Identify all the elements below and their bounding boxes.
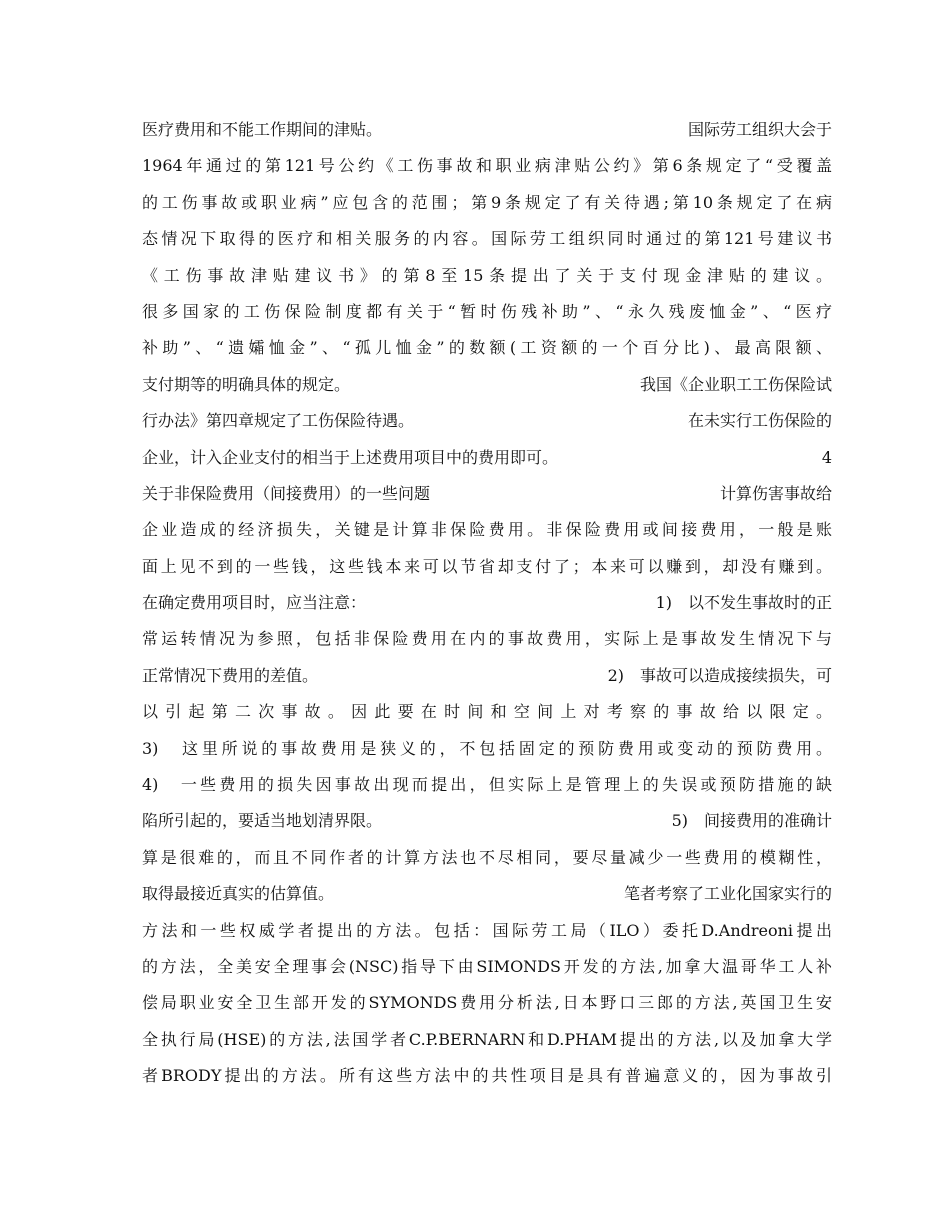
line-text: 行办法》第四章规定了工伤保险待遇。 [142, 411, 415, 431]
line-text-right: 1) 以不发生事故时的正 [655, 593, 832, 613]
text-line [142, 694, 832, 730]
line-text: 取得最接近真实的估算值。 [142, 884, 335, 904]
text-line [142, 185, 832, 221]
text-line [142, 1058, 832, 1094]
line-text: 4) 一些费用的损失因事故出现而提出，但实际上是管理上的失误或预防措施的缺 [142, 775, 832, 795]
line-text-right: 在未实行工伤保险的 [687, 411, 832, 431]
line-text-right: 计算伤害事故给 [719, 483, 832, 503]
line-text-right: 5) 间接费用的准确计 [671, 811, 832, 831]
line-text: 关于非保险费用（间接费用）的一些问题 [142, 483, 431, 503]
text-line [142, 440, 832, 476]
line-text: 的方法，全美安全理事会(NSC)指导下由SIMONDS开发的方法,加拿大温哥华工人补 [142, 956, 832, 976]
line-text: 补助”、“遗孀恤金”、“孤儿恤金”的数额(工资额的一个百分比)、最高限额、 [142, 338, 832, 358]
text-line [142, 258, 832, 294]
text-line [142, 1022, 832, 1058]
line-text: 1964年通过的第121号公约《工伤事故和职业病津贴公约》第6条规定了“受覆盖 [142, 156, 832, 176]
line-text: 态情况下取得的医疗和相关服务的内容。国际劳工组织同时通过的第121号建议书 [142, 229, 832, 249]
line-text-right: 我国《企业职工工伤保险试 [639, 374, 832, 394]
text-line [142, 330, 832, 366]
text-line [142, 549, 832, 585]
line-text: 方法和一些权威学者提出的方法。包括：国际劳工局（ILO）委托D.Andreoni提出 [142, 920, 832, 940]
text-line [142, 803, 832, 839]
line-text-right: 2) 事故可以造成接续损失，可 [607, 665, 832, 685]
line-text: 3) 这里所说的事故费用是狭义的，不包括固定的预防费用或变动的预防费用。 [142, 738, 832, 758]
text-line [142, 840, 832, 876]
text-line [142, 367, 832, 403]
line-text: 常运转情况为参照，包括非保险费用在内的事故费用，实际上是事故发生情况下与 [142, 629, 832, 649]
line-text: 算是很难的，而且不同作者的计算方法也不尽相同，要尽量减少一些费用的模糊性， [142, 847, 832, 867]
text-line [142, 148, 832, 184]
line-text-right: 笔者考察了工业化国家实行的 [623, 884, 832, 904]
line-text: 医疗费用和不能工作期间的津贴。 [142, 120, 383, 139]
line-text: 很多国家的工伤保险制度都有关于“暂时伤残补助”、“永久残废恤金”、“医疗 [142, 301, 832, 321]
line-text: 以引起第二次事故。因此要在时间和空间上对考察的事故给以限定。 [142, 702, 832, 722]
text-line [142, 294, 832, 330]
text-line [142, 731, 832, 767]
line-text-right: 4 [821, 447, 832, 467]
text-line [142, 913, 832, 949]
line-text: 偿局职业安全卫生部开发的SYMONDS费用分析法,日本野口三郎的方法,英国卫生安 [142, 993, 832, 1013]
text-line [142, 876, 832, 912]
line-text: 在确定费用项目时，应当注意： [142, 593, 367, 613]
line-text: 《工伤事故津贴建议书》的第8至15条提出了关于支付现金津贴的建议。 [142, 265, 832, 285]
text-line [142, 621, 832, 657]
text-line [142, 985, 832, 1021]
line-text: 企业，计入企业支付的相当于上述费用项目中的费用即可。 [142, 447, 559, 467]
text-line [142, 512, 832, 548]
text-line [142, 403, 832, 439]
line-text: 正常情况下费用的差值。 [142, 665, 319, 685]
line-text: 陷所引起的，要适当地划清界限。 [142, 811, 383, 831]
line-text: 面上见不到的一些钱，这些钱本来可以节省却支付了；本来可以赚到，却没有赚到。 [142, 556, 832, 576]
text-line [142, 767, 832, 803]
text-line [142, 658, 832, 694]
text-line [142, 949, 832, 985]
line-text: 企业造成的经济损失，关键是计算非保险费用。非保险费用或间接费用，一般是账 [142, 520, 832, 540]
line-text: 全执行局(HSE)的方法,法国学者C.P.BERNARN和D.PHAM提出的方法,以及加拿大学 [142, 1029, 832, 1049]
line-text: 支付期等的明确具体的规定。 [142, 374, 351, 394]
line-text-right: 国际劳工组织大会于 [687, 120, 832, 139]
text-line [142, 112, 832, 148]
text-line [142, 221, 832, 257]
text-line [142, 585, 832, 621]
body-text [142, 112, 832, 1095]
text-line [142, 476, 832, 512]
line-text: 者BRODY提出的方法。所有这些方法中的共性项目是具有普遍意义的，因为事故引 [142, 1066, 832, 1086]
line-text: 的工伤事故或职业病”应包含的范围；第9条规定了有关待遇;第10条规定了在病 [142, 192, 832, 212]
